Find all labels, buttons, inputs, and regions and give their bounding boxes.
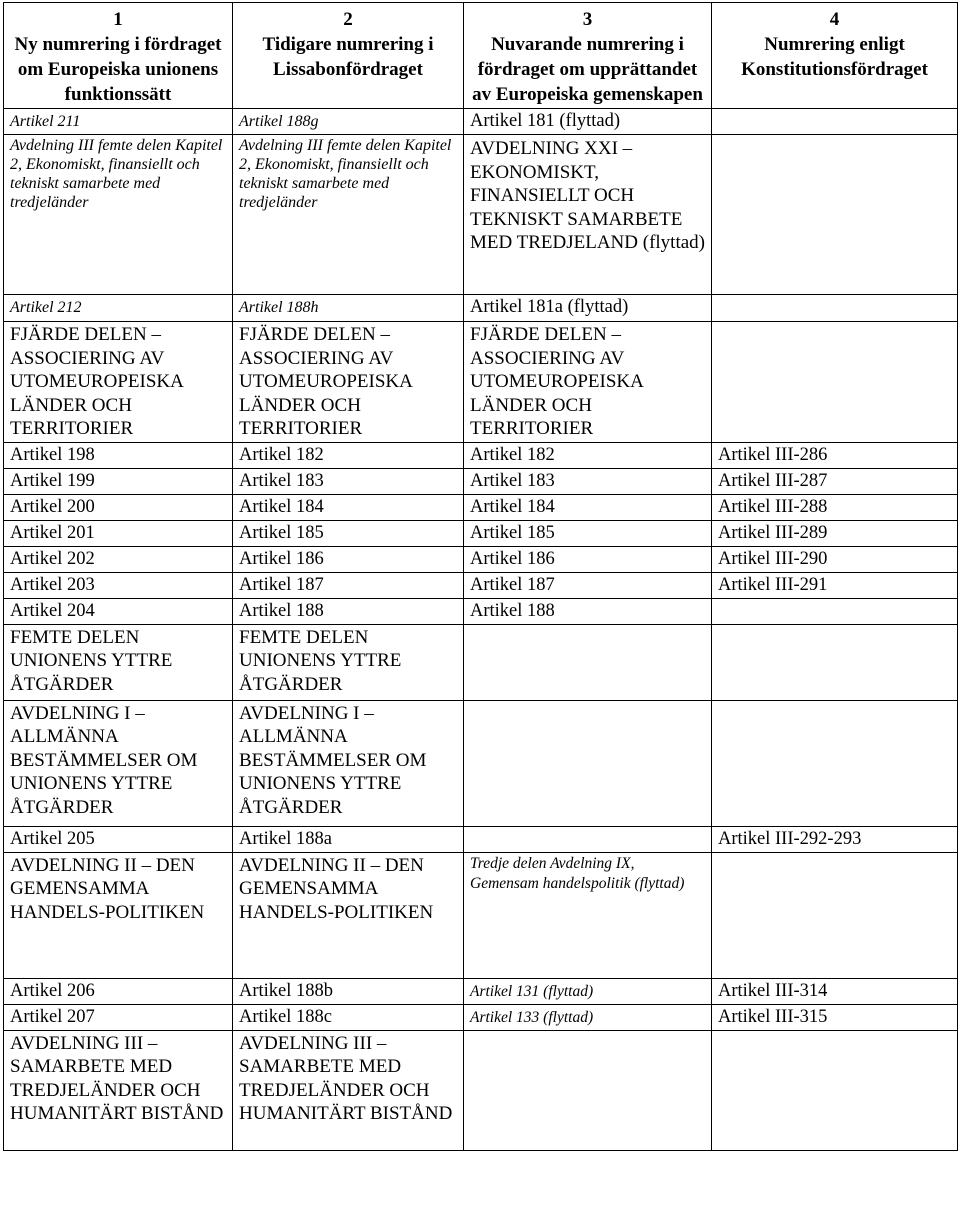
table-row [4, 442, 958, 468]
table-cell: Artikel III-287 [712, 468, 958, 494]
table-cell: Avdelning III femte delen Kapitel 2, Ekonomiskt, finansiellt och tekniskt samarbete med tredjeländer [4, 135, 233, 295]
table-cell [712, 1030, 958, 1150]
table-cell: Artikel 207 [4, 1004, 233, 1030]
table-cell: Artikel 199 [4, 468, 233, 494]
table-cell: FJÄRDE DELEN – ASSOCIERING AV UTOMEUROPEISKA LÄNDER OCH TERRITORIER [464, 322, 712, 443]
table-cell: Artikel III-314 [712, 978, 958, 1004]
table-cell: Tredje delen Avdelning IX, Gemensam handelspolitik (flyttad) [464, 852, 712, 978]
table-cell: Artikel 187 [233, 572, 464, 598]
table-cell: Artikel 184 [464, 494, 712, 520]
table-row [4, 295, 958, 322]
table-cell: Artikel 181a (flyttad) [464, 295, 712, 322]
table-cell: Artikel 185 [464, 520, 712, 546]
table-cell: FJÄRDE DELEN – ASSOCIERING AV UTOMEUROPEISKA LÄNDER OCH TERRITORIER [233, 322, 464, 443]
table-cell: Artikel 185 [233, 520, 464, 546]
table-cell: Artikel 186 [233, 546, 464, 572]
table-cell: Artikel III-288 [712, 494, 958, 520]
table-cell [712, 624, 958, 700]
table-cell: Avdelning III femte delen Kapitel 2, Ekonomiskt, finansiellt och tekniskt samarbete med tredjeländer [233, 135, 464, 295]
table-cell: Artikel 187 [464, 572, 712, 598]
table-row [4, 1030, 958, 1150]
table-cell [464, 624, 712, 700]
table-cell: Artikel 188c [233, 1004, 464, 1030]
table-cell: AVDELNING I – ALLMÄNNA BESTÄMMELSER OM UNIONENS YTTRE ÅTGÄRDER [233, 700, 464, 826]
table-cell: Artikel 188a [233, 826, 464, 852]
table-cell: AVDELNING III – SAMARBETE MED TREDJELÄNDER OCH HUMANITÄRT BISTÅND [233, 1030, 464, 1150]
table-cell: Artikel 202 [4, 546, 233, 572]
table-cell: Artikel 188h [233, 295, 464, 322]
header-cell: 2 Tidigare numrering i Lissabonfördraget [233, 3, 464, 109]
table-row [4, 322, 958, 443]
table-cell: Artikel III-290 [712, 546, 958, 572]
table-row [4, 546, 958, 572]
table-cell: AVDELNING I – ALLMÄNNA BESTÄMMELSER OM UNIONENS YTTRE ÅTGÄRDER [4, 700, 233, 826]
table-cell: Artikel III-289 [712, 520, 958, 546]
table-row [4, 572, 958, 598]
table-cell [464, 826, 712, 852]
table-cell: Artikel 205 [4, 826, 233, 852]
table-cell: Artikel 204 [4, 598, 233, 624]
table-cell: FJÄRDE DELEN – ASSOCIERING AV UTOMEUROPEISKA LÄNDER OCH TERRITORIER [4, 322, 233, 443]
table-cell [464, 1030, 712, 1150]
table-cell: Artikel 212 [4, 295, 233, 322]
table-cell: Artikel 181 (flyttad) [464, 109, 712, 135]
table-cell: Artikel 203 [4, 572, 233, 598]
table-cell [712, 135, 958, 295]
table-row [4, 978, 958, 1004]
table-row [4, 598, 958, 624]
header-cell: 4 Numrering enligt Konstitutionsfördraget [712, 3, 958, 109]
table-cell: Artikel 201 [4, 520, 233, 546]
table-cell: Artikel 188g [233, 109, 464, 135]
table-cell: Artikel 131 (flyttad) [464, 978, 712, 1004]
table-cell: Artikel 211 [4, 109, 233, 135]
table-cell: Artikel 183 [233, 468, 464, 494]
table-row [4, 1004, 958, 1030]
table-row [4, 468, 958, 494]
header-row [4, 3, 958, 109]
table-row [4, 852, 958, 978]
table-cell: Artikel III-292-293 [712, 826, 958, 852]
table-cell: AVDELNING II – DEN GEMENSAMMA HANDELS-POLITIKEN [4, 852, 233, 978]
table-cell: Artikel 206 [4, 978, 233, 1004]
table-cell: Artikel 186 [464, 546, 712, 572]
table-cell [712, 852, 958, 978]
table-cell: Artikel 183 [464, 468, 712, 494]
table-row [4, 109, 958, 135]
table-cell: FEMTE DELEN UNIONENS YTTRE ÅTGÄRDER [233, 624, 464, 700]
table-row [4, 520, 958, 546]
table-cell: Artikel 188b [233, 978, 464, 1004]
table-row [4, 494, 958, 520]
table-cell: Artikel III-315 [712, 1004, 958, 1030]
table-cell [712, 295, 958, 322]
header-cell: 1 Ny numrering i fördraget om Europeiska unionens funktionssätt [4, 3, 233, 109]
table-cell: Artikel 184 [233, 494, 464, 520]
table-cell [464, 700, 712, 826]
table-cell: FEMTE DELEN UNIONENS YTTRE ÅTGÄRDER [4, 624, 233, 700]
table-row [4, 700, 958, 826]
table-cell: AVDELNING II – DEN GEMENSAMMA HANDELS-POLITIKEN [233, 852, 464, 978]
table-cell [712, 598, 958, 624]
header-cell: 3 Nuvarande numrering i fördraget om upprättandet av Europeiska gemenskapen [464, 3, 712, 109]
table-cell: Artikel III-291 [712, 572, 958, 598]
table-row [4, 826, 958, 852]
table-cell [712, 700, 958, 826]
table-cell: Artikel III-286 [712, 442, 958, 468]
table-cell: Artikel 200 [4, 494, 233, 520]
table-cell: Artikel 182 [464, 442, 712, 468]
table-cell: Artikel 198 [4, 442, 233, 468]
table-row [4, 624, 958, 700]
table-cell [712, 322, 958, 443]
table-cell: Artikel 182 [233, 442, 464, 468]
table-cell: AVDELNING XXI – EKONOMISKT, FINANSIELLT OCH TEKNISKT SAMARBETE MED TREDJELAND (flyttad) [464, 135, 712, 295]
table-cell: AVDELNING III – SAMARBETE MED TREDJELÄNDER OCH HUMANITÄRT BISTÅND [4, 1030, 233, 1150]
table-cell: Artikel 133 (flyttad) [464, 1004, 712, 1030]
table-cell: Artikel 188 [233, 598, 464, 624]
table-row [4, 135, 958, 295]
correlation-table [3, 2, 958, 1151]
table-cell [712, 109, 958, 135]
table-cell: Artikel 188 [464, 598, 712, 624]
